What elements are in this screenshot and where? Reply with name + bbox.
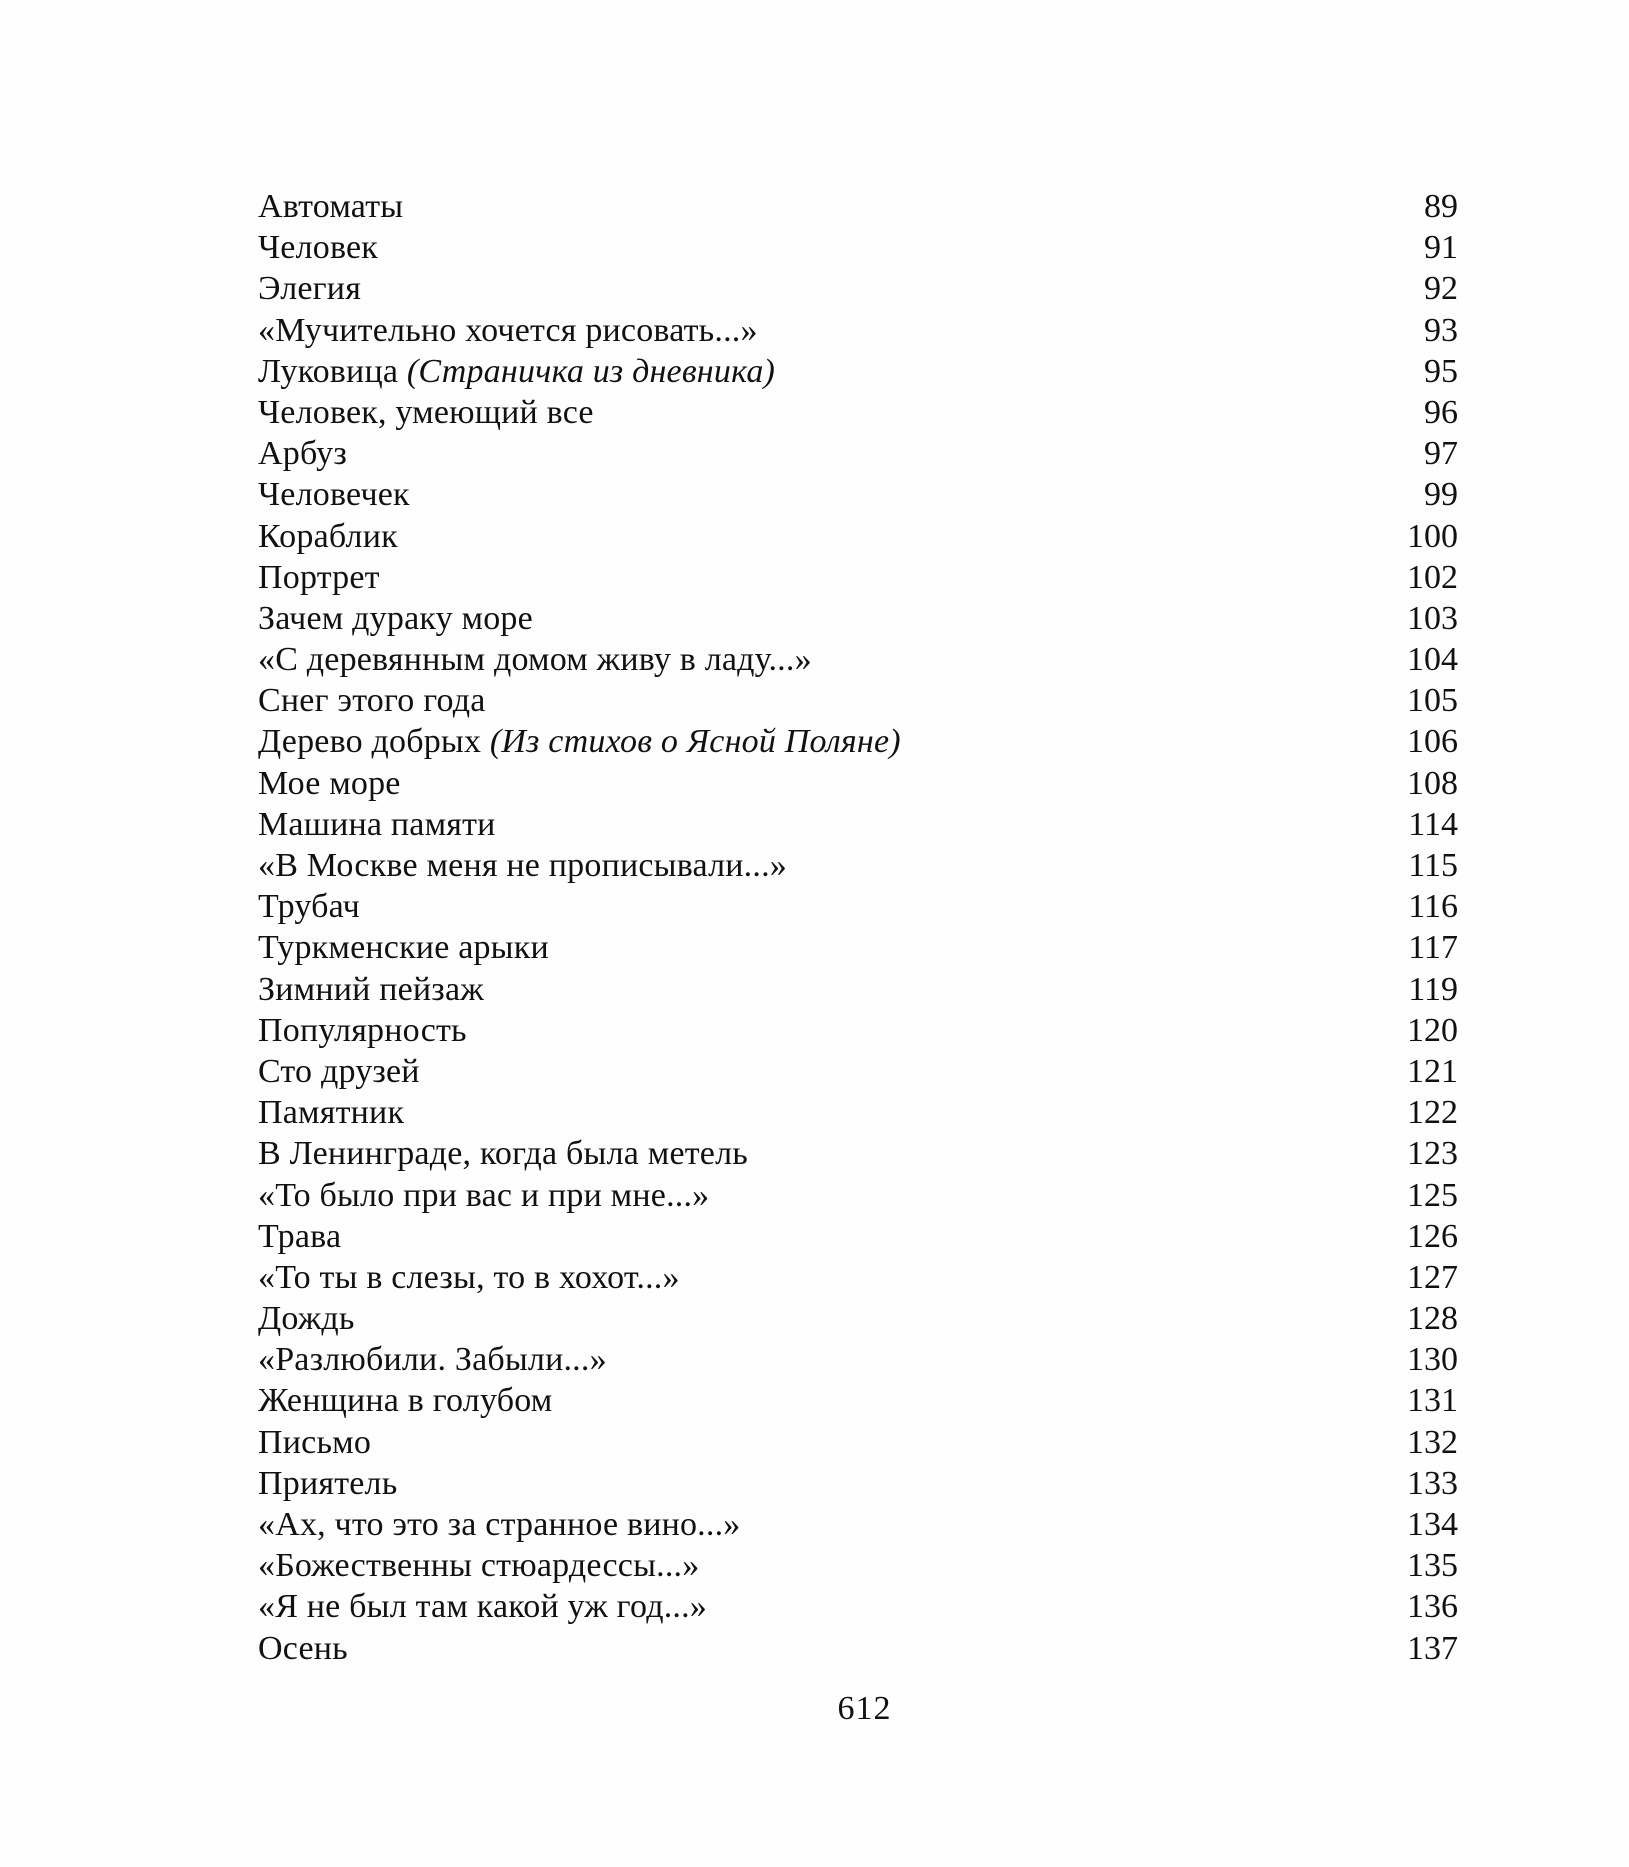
toc-entry-title-text: «Божественны стюардессы...» bbox=[258, 1547, 700, 1585]
toc-entry-page-number: 93 bbox=[1424, 311, 1458, 349]
toc-entry bbox=[258, 1175, 1458, 1216]
dot-leader bbox=[368, 906, 1368, 907]
toc-entry-page-number: 136 bbox=[1407, 1588, 1458, 1626]
toc-entry-title-text: Письмо bbox=[258, 1423, 372, 1461]
dot-leader bbox=[748, 1524, 1368, 1525]
dot-leader bbox=[560, 1401, 1368, 1402]
toc-entry-title bbox=[258, 1051, 428, 1092]
toc-entry-title-text: Осень bbox=[258, 1629, 348, 1667]
toc-entry-title-text: Приятель bbox=[258, 1464, 398, 1502]
dot-leader bbox=[405, 1483, 1368, 1484]
dot-leader bbox=[795, 865, 1368, 866]
dot-leader bbox=[475, 1030, 1368, 1031]
toc-entry-title-text: Зимний пейзаж bbox=[258, 970, 484, 1008]
dot-leader bbox=[412, 1112, 1368, 1113]
toc-entry bbox=[258, 1628, 1458, 1669]
toc-entry-title-text: Кораблик bbox=[258, 517, 398, 555]
toc-entry-page-number: 119 bbox=[1408, 970, 1458, 1008]
toc-entry bbox=[258, 721, 1458, 762]
table-of-contents bbox=[258, 186, 1458, 1669]
toc-entry-page-number: 99 bbox=[1424, 476, 1458, 514]
dot-leader bbox=[494, 700, 1368, 701]
dot-leader bbox=[428, 1071, 1368, 1072]
toc-entry bbox=[258, 639, 1458, 680]
toc-entry-title bbox=[258, 969, 492, 1010]
toc-entry-title bbox=[258, 268, 369, 309]
toc-entry-title bbox=[258, 1504, 748, 1545]
dot-leader bbox=[355, 453, 1368, 454]
toc-entry-page-number: 105 bbox=[1407, 682, 1458, 720]
dot-leader bbox=[707, 1565, 1368, 1566]
toc-entry-title bbox=[258, 1175, 717, 1216]
toc-entry-title bbox=[258, 1380, 560, 1421]
toc-entry-title-text: «С деревянным домом живу в ладу...» bbox=[258, 641, 812, 679]
toc-entry bbox=[258, 1422, 1458, 1463]
toc-entry bbox=[258, 1010, 1458, 1051]
toc-entry-title bbox=[258, 1298, 363, 1339]
dot-leader bbox=[386, 247, 1368, 248]
toc-entry bbox=[258, 845, 1458, 886]
toc-entry-subtitle: (Из стихов о Ясной Поляне) bbox=[489, 723, 901, 761]
dot-leader bbox=[756, 1153, 1368, 1154]
toc-entry-title bbox=[258, 804, 504, 845]
dot-leader bbox=[820, 659, 1368, 660]
dot-leader bbox=[541, 618, 1368, 619]
toc-entry-title-text: Машина памяти bbox=[258, 805, 496, 843]
toc-entry bbox=[258, 392, 1458, 433]
toc-entry-title bbox=[258, 516, 406, 557]
toc-entry-title bbox=[258, 351, 783, 392]
toc-entry-title-text: «Мучительно хочется рисовать...» bbox=[258, 311, 758, 349]
toc-entry-page-number: 96 bbox=[1424, 393, 1458, 431]
toc-entry bbox=[258, 1092, 1458, 1133]
toc-entry-page-number: 104 bbox=[1407, 641, 1458, 679]
toc-entry bbox=[258, 351, 1458, 392]
toc-entry-title bbox=[258, 886, 368, 927]
toc-entry bbox=[258, 474, 1458, 515]
dot-leader bbox=[909, 742, 1368, 743]
toc-entry-page-number: 100 bbox=[1407, 517, 1458, 555]
dot-leader bbox=[717, 1195, 1368, 1196]
toc-entry-title bbox=[258, 1463, 405, 1504]
toc-entry bbox=[258, 1298, 1458, 1339]
toc-entry-title-text: Дождь bbox=[258, 1300, 355, 1338]
dot-leader bbox=[363, 1318, 1368, 1319]
toc-entry-title bbox=[258, 1586, 715, 1627]
toc-entry-title bbox=[258, 557, 388, 598]
toc-entry-page-number: 122 bbox=[1407, 1094, 1458, 1132]
toc-entry-page-number: 114 bbox=[1408, 805, 1458, 843]
dot-leader bbox=[766, 330, 1368, 331]
toc-entry-title-text: Портрет bbox=[258, 558, 380, 596]
toc-entry-title-text: «То было при вас и при мне...» bbox=[258, 1176, 710, 1214]
toc-entry-page-number: 115 bbox=[1408, 847, 1458, 884]
toc-entry-title bbox=[258, 433, 355, 474]
dot-leader bbox=[783, 371, 1368, 372]
dot-leader bbox=[418, 494, 1368, 495]
toc-entry-title bbox=[258, 1133, 756, 1174]
toc-entry-page-number: 134 bbox=[1407, 1506, 1458, 1543]
toc-entry-title-text: Памятник bbox=[258, 1094, 405, 1132]
toc-entry-page-number: 95 bbox=[1424, 352, 1458, 390]
toc-entry bbox=[258, 186, 1458, 227]
dot-leader bbox=[492, 989, 1368, 990]
toc-entry-page-number: 102 bbox=[1407, 558, 1458, 596]
toc-entry-page-number: 117 bbox=[1408, 929, 1458, 967]
toc-entry-title bbox=[258, 680, 494, 721]
dot-leader bbox=[411, 206, 1368, 207]
dot-leader bbox=[688, 1277, 1368, 1278]
toc-entry-title-text: Зачем дураку море bbox=[258, 599, 533, 637]
toc-entry-title bbox=[258, 845, 795, 886]
toc-entry-title-text: «Я не был там какой уж год...» bbox=[258, 1588, 707, 1626]
toc-entry bbox=[258, 927, 1458, 968]
toc-entry bbox=[258, 433, 1458, 474]
toc-entry-title-text: Женщина в голубом bbox=[258, 1382, 553, 1420]
toc-entry-title-text: В Ленинграде, когда была метель bbox=[258, 1135, 748, 1173]
toc-entry-title-text: Снег этого года bbox=[258, 682, 486, 720]
toc-entry-page-number: 103 bbox=[1407, 599, 1458, 637]
dot-leader bbox=[349, 1236, 1368, 1237]
toc-entry bbox=[258, 886, 1458, 927]
toc-entry-title-text: Луковица bbox=[258, 352, 399, 390]
toc-entry-title bbox=[258, 763, 409, 804]
toc-entry-page-number: 126 bbox=[1407, 1217, 1458, 1255]
toc-entry-title-text: Мое море bbox=[258, 764, 401, 802]
toc-entry-page-number: 125 bbox=[1407, 1176, 1458, 1214]
toc-entry-page-number: 133 bbox=[1407, 1464, 1458, 1502]
toc-entry-page-number: 135 bbox=[1407, 1547, 1458, 1585]
toc-entry-title-text: Трубач bbox=[258, 888, 360, 926]
toc-entry-title bbox=[258, 1092, 412, 1133]
toc-entry-title bbox=[258, 186, 411, 227]
toc-entry-title-text: «То ты в слезы, то в хохот...» bbox=[258, 1258, 680, 1296]
toc-entry-title bbox=[258, 1216, 349, 1257]
toc-entry bbox=[258, 1051, 1458, 1092]
toc-entry-title-text: Дерево добрых bbox=[258, 723, 482, 761]
toc-entry bbox=[258, 1545, 1458, 1586]
toc-entry-title bbox=[258, 1257, 688, 1298]
toc-entry-title-text: Человек bbox=[258, 229, 379, 267]
toc-entry-page-number: 137 bbox=[1407, 1629, 1458, 1667]
toc-entry-title-text: Человечек bbox=[258, 476, 410, 514]
toc-entry bbox=[258, 1339, 1458, 1380]
toc-entry-title bbox=[258, 639, 820, 680]
toc-entry-subtitle: (Страничка из дневника) bbox=[406, 352, 776, 390]
toc-entry bbox=[258, 1463, 1458, 1504]
toc-entry-title bbox=[258, 1545, 707, 1586]
toc-entry-page-number: 130 bbox=[1407, 1341, 1458, 1379]
toc-entry-page-number: 132 bbox=[1407, 1423, 1458, 1461]
dot-leader bbox=[602, 412, 1368, 413]
toc-entry bbox=[258, 310, 1458, 351]
toc-entry-title bbox=[258, 721, 909, 762]
toc-entry-title-text: Популярность bbox=[258, 1011, 467, 1049]
toc-entry-title bbox=[258, 1339, 615, 1380]
dot-leader bbox=[388, 577, 1368, 578]
toc-entry-title-text: Элегия bbox=[258, 270, 362, 308]
toc-entry bbox=[258, 227, 1458, 268]
toc-entry-page-number: 131 bbox=[1407, 1382, 1458, 1420]
toc-entry-title-text: Сто друзей bbox=[258, 1052, 420, 1090]
toc-entry bbox=[258, 1257, 1458, 1298]
toc-entry bbox=[258, 1504, 1458, 1545]
toc-entry-page-number: 116 bbox=[1408, 888, 1458, 926]
toc-entry bbox=[258, 516, 1458, 557]
toc-entry bbox=[258, 763, 1458, 804]
toc-entry-title-text: Туркменские арыки bbox=[258, 929, 549, 967]
dot-leader bbox=[379, 1442, 1368, 1443]
toc-entry-title-text: «В Москве меня не прописывали...» bbox=[258, 847, 787, 884]
toc-entry-title bbox=[258, 1010, 475, 1051]
toc-entry-title bbox=[258, 392, 602, 433]
toc-entry-page-number: 89 bbox=[1424, 188, 1458, 225]
toc-entry-title bbox=[258, 227, 386, 268]
toc-entry-title bbox=[258, 474, 418, 515]
toc-entry-page-number: 120 bbox=[1407, 1011, 1458, 1049]
toc-entry-title bbox=[258, 1422, 379, 1463]
page-number: 612 bbox=[837, 1690, 892, 1727]
toc-entry bbox=[258, 1380, 1458, 1421]
toc-entry-page-number: 108 bbox=[1407, 764, 1458, 802]
dot-leader bbox=[406, 536, 1368, 537]
toc-entry bbox=[258, 804, 1458, 845]
toc-entry-title-text: Автоматы bbox=[258, 188, 404, 225]
dot-leader bbox=[369, 288, 1368, 289]
dot-leader bbox=[557, 947, 1368, 948]
toc-entry-title bbox=[258, 598, 541, 639]
toc-entry-title-text: Человек, умеющий все bbox=[258, 393, 594, 431]
toc-entry-page-number: 106 bbox=[1407, 723, 1458, 761]
toc-entry-title-text: Арбуз bbox=[258, 435, 347, 473]
toc-entry bbox=[258, 1216, 1458, 1257]
dot-leader bbox=[504, 824, 1368, 825]
toc-entry bbox=[258, 680, 1458, 721]
dot-leader bbox=[409, 783, 1368, 784]
toc-entry-page-number: 91 bbox=[1424, 229, 1458, 267]
dot-leader bbox=[715, 1606, 1368, 1607]
dot-leader bbox=[356, 1648, 1368, 1649]
toc-entry bbox=[258, 969, 1458, 1010]
toc-entry-page-number: 121 bbox=[1407, 1052, 1458, 1090]
toc-entry-title-text: «Разлюбили. Забыли...» bbox=[258, 1341, 607, 1379]
toc-entry-page-number: 97 bbox=[1424, 435, 1458, 473]
dot-leader bbox=[615, 1359, 1368, 1360]
toc-entry bbox=[258, 1586, 1458, 1627]
toc-entry-title-text: Трава bbox=[258, 1217, 342, 1255]
toc-entry-page-number: 127 bbox=[1407, 1258, 1458, 1296]
toc-entry-page-number: 128 bbox=[1407, 1300, 1458, 1338]
toc-entry-title-text: «Ах, что это за странное вино...» bbox=[258, 1506, 741, 1543]
toc-entry-page-number: 92 bbox=[1424, 270, 1458, 308]
toc-entry-page-number: 123 bbox=[1407, 1135, 1458, 1173]
toc-entry bbox=[258, 598, 1458, 639]
toc-entry bbox=[258, 1133, 1458, 1174]
toc-entry-title bbox=[258, 1628, 356, 1669]
toc-entry bbox=[258, 268, 1458, 309]
toc-entry-title bbox=[258, 310, 766, 351]
toc-entry-title bbox=[258, 927, 557, 968]
toc-entry bbox=[258, 557, 1458, 598]
